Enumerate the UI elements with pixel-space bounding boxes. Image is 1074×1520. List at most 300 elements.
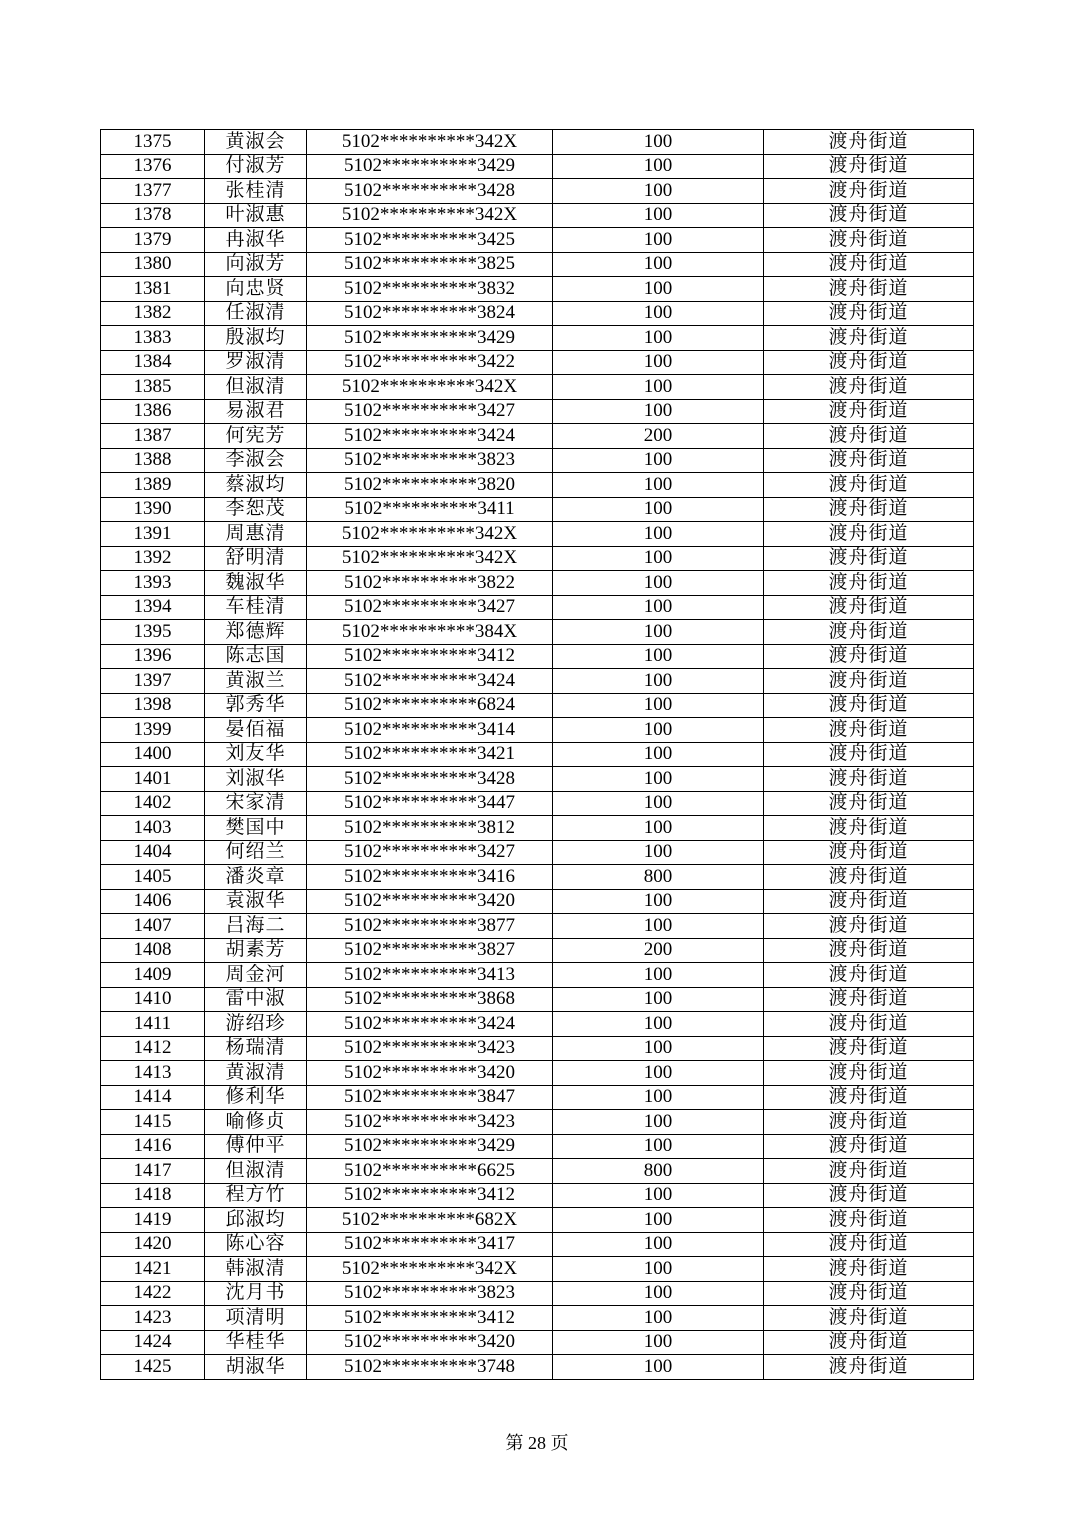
table-row: [101, 791, 974, 816]
cell-name: 但淑清: [205, 375, 307, 400]
cell-index: 1379: [101, 228, 205, 253]
cell-street: 渡舟街道: [764, 473, 974, 498]
cell-amount: 100: [553, 644, 764, 669]
table-row: [101, 620, 974, 645]
cell-amount: 100: [553, 1355, 764, 1380]
cell-id-number: 5102**********3412: [307, 644, 553, 669]
cell-name: 但淑清: [205, 1159, 307, 1184]
cell-name: 何绍兰: [205, 840, 307, 865]
cell-index: 1401: [101, 767, 205, 792]
cell-amount: 100: [553, 179, 764, 204]
cell-index: 1417: [101, 1159, 205, 1184]
cell-id-number: 5102**********342X: [307, 375, 553, 400]
table-row: [101, 595, 974, 620]
cell-index: 1382: [101, 301, 205, 326]
cell-index: 1392: [101, 546, 205, 571]
cell-amount: 100: [553, 448, 764, 473]
cell-name: 黄淑会: [205, 130, 307, 155]
cell-amount: 800: [553, 1159, 764, 1184]
cell-name: 黄淑清: [205, 1061, 307, 1086]
table-row: [101, 1281, 974, 1306]
cell-id-number: 5102**********3416: [307, 865, 553, 890]
cell-name: 游绍珍: [205, 1012, 307, 1037]
cell-id-number: 5102**********384X: [307, 620, 553, 645]
table-row: [101, 154, 974, 179]
cell-index: 1398: [101, 693, 205, 718]
cell-index: 1421: [101, 1257, 205, 1282]
table-row: [101, 669, 974, 694]
cell-name: 郑德辉: [205, 620, 307, 645]
cell-amount: 100: [553, 889, 764, 914]
table-row: [101, 277, 974, 302]
cell-id-number: 5102**********3825: [307, 252, 553, 277]
cell-index: 1411: [101, 1012, 205, 1037]
table-row: [101, 301, 974, 326]
table-row: [101, 179, 974, 204]
table-row: [101, 1183, 974, 1208]
cell-name: 宋家清: [205, 791, 307, 816]
cell-name: 傅仲平: [205, 1134, 307, 1159]
cell-amount: 100: [553, 1257, 764, 1282]
cell-id-number: 5102**********3427: [307, 840, 553, 865]
cell-street: 渡舟街道: [764, 1061, 974, 1086]
cell-amount: 100: [553, 546, 764, 571]
cell-street: 渡舟街道: [764, 1110, 974, 1135]
cell-name: 雷中淑: [205, 987, 307, 1012]
cell-name: 陈志国: [205, 644, 307, 669]
cell-amount: 100: [553, 595, 764, 620]
cell-amount: 100: [553, 1306, 764, 1331]
cell-name: 张桂清: [205, 179, 307, 204]
cell-id-number: 5102**********342X: [307, 203, 553, 228]
table-row: [101, 693, 974, 718]
cell-street: 渡舟街道: [764, 718, 974, 743]
cell-amount: 100: [553, 987, 764, 1012]
cell-name: 罗淑清: [205, 350, 307, 375]
table-row: [101, 742, 974, 767]
table-row: [101, 1208, 974, 1233]
cell-street: 渡舟街道: [764, 595, 974, 620]
cell-street: 渡舟街道: [764, 1208, 974, 1233]
cell-street: 渡舟街道: [764, 448, 974, 473]
cell-amount: 100: [553, 1281, 764, 1306]
cell-index: 1393: [101, 571, 205, 596]
cell-name: 冉淑华: [205, 228, 307, 253]
table-row: [101, 424, 974, 449]
cell-id-number: 5102**********3427: [307, 399, 553, 424]
cell-index: 1377: [101, 179, 205, 204]
cell-amount: 100: [553, 767, 764, 792]
cell-index: 1403: [101, 816, 205, 841]
cell-index: 1402: [101, 791, 205, 816]
table-row: [101, 203, 974, 228]
table-row: [101, 1036, 974, 1061]
cell-name: 舒明清: [205, 546, 307, 571]
cell-id-number: 5102**********3412: [307, 1183, 553, 1208]
cell-name: 李恕茂: [205, 497, 307, 522]
table-row: [101, 1061, 974, 1086]
subsidy-table: [100, 129, 974, 1380]
cell-index: 1419: [101, 1208, 205, 1233]
cell-amount: 100: [553, 277, 764, 302]
cell-name: 杨瑞清: [205, 1036, 307, 1061]
cell-street: 渡舟街道: [764, 669, 974, 694]
cell-street: 渡舟街道: [764, 816, 974, 841]
cell-id-number: 5102**********342X: [307, 546, 553, 571]
cell-street: 渡舟街道: [764, 1257, 974, 1282]
cell-amount: 100: [553, 1110, 764, 1135]
cell-id-number: 5102**********3420: [307, 889, 553, 914]
cell-amount: 100: [553, 154, 764, 179]
table-row: [101, 1159, 974, 1184]
cell-amount: 800: [553, 865, 764, 890]
cell-index: 1395: [101, 620, 205, 645]
cell-id-number: 5102**********3424: [307, 424, 553, 449]
cell-amount: 100: [553, 130, 764, 155]
cell-street: 渡舟街道: [764, 987, 974, 1012]
table-row: [101, 448, 974, 473]
table-row: [101, 938, 974, 963]
cell-amount: 100: [553, 1061, 764, 1086]
cell-index: 1404: [101, 840, 205, 865]
cell-street: 渡舟街道: [764, 938, 974, 963]
cell-name: 蔡淑均: [205, 473, 307, 498]
cell-index: 1414: [101, 1085, 205, 1110]
cell-name: 付淑芳: [205, 154, 307, 179]
cell-name: 魏淑华: [205, 571, 307, 596]
cell-name: 刘友华: [205, 742, 307, 767]
cell-amount: 100: [553, 1085, 764, 1110]
cell-amount: 100: [553, 1183, 764, 1208]
cell-amount: 100: [553, 840, 764, 865]
cell-id-number: 5102**********3847: [307, 1085, 553, 1110]
cell-street: 渡舟街道: [764, 301, 974, 326]
cell-index: 1384: [101, 350, 205, 375]
cell-street: 渡舟街道: [764, 1232, 974, 1257]
cell-amount: 100: [553, 301, 764, 326]
cell-name: 黄淑兰: [205, 669, 307, 694]
cell-id-number: 5102**********3421: [307, 742, 553, 767]
table-row: [101, 1330, 974, 1355]
cell-id-number: 5102**********3868: [307, 987, 553, 1012]
table-row: [101, 546, 974, 571]
cell-amount: 100: [553, 252, 764, 277]
cell-amount: 100: [553, 669, 764, 694]
table-row: [101, 375, 974, 400]
table-row: [101, 889, 974, 914]
cell-id-number: 5102**********6824: [307, 693, 553, 718]
cell-name: 喻修贞: [205, 1110, 307, 1135]
cell-id-number: 5102**********3812: [307, 816, 553, 841]
cell-index: 1407: [101, 914, 205, 939]
cell-street: 渡舟街道: [764, 767, 974, 792]
table-body: [101, 130, 974, 1380]
table-row: [101, 987, 974, 1012]
cell-street: 渡舟街道: [764, 1012, 974, 1037]
cell-id-number: 5102**********3424: [307, 1012, 553, 1037]
cell-index: 1406: [101, 889, 205, 914]
cell-name: 何宪芳: [205, 424, 307, 449]
cell-name: 易淑君: [205, 399, 307, 424]
cell-id-number: 5102**********3425: [307, 228, 553, 253]
cell-index: 1389: [101, 473, 205, 498]
cell-id-number: 5102**********3429: [307, 1134, 553, 1159]
cell-street: 渡舟街道: [764, 1036, 974, 1061]
table-row: [101, 130, 974, 155]
table-row: [101, 473, 974, 498]
cell-street: 渡舟街道: [764, 840, 974, 865]
cell-amount: 200: [553, 938, 764, 963]
table-row: [101, 914, 974, 939]
cell-index: 1409: [101, 963, 205, 988]
cell-amount: 100: [553, 228, 764, 253]
table-row: [101, 644, 974, 669]
cell-id-number: 5102**********3422: [307, 350, 553, 375]
cell-name: 韩淑清: [205, 1257, 307, 1282]
table-row: [101, 1355, 974, 1380]
cell-street: 渡舟街道: [764, 914, 974, 939]
cell-id-number: 5102**********3412: [307, 1306, 553, 1331]
cell-street: 渡舟街道: [764, 497, 974, 522]
cell-index: 1405: [101, 865, 205, 890]
cell-index: 1380: [101, 252, 205, 277]
table-row: [101, 1134, 974, 1159]
cell-amount: 100: [553, 375, 764, 400]
cell-street: 渡舟街道: [764, 1159, 974, 1184]
cell-name: 潘炎章: [205, 865, 307, 890]
cell-amount: 100: [553, 326, 764, 351]
cell-id-number: 5102**********3823: [307, 448, 553, 473]
table-row: [101, 399, 974, 424]
table-row: [101, 1306, 974, 1331]
cell-index: 1394: [101, 595, 205, 620]
cell-index: 1397: [101, 669, 205, 694]
cell-street: 渡舟街道: [764, 1281, 974, 1306]
cell-index: 1378: [101, 203, 205, 228]
table-row: [101, 350, 974, 375]
cell-name: 晏佰福: [205, 718, 307, 743]
cell-street: 渡舟街道: [764, 1183, 974, 1208]
cell-index: 1422: [101, 1281, 205, 1306]
cell-amount: 100: [553, 1330, 764, 1355]
cell-index: 1381: [101, 277, 205, 302]
table-row: [101, 1110, 974, 1135]
cell-amount: 100: [553, 693, 764, 718]
cell-name: 陈心容: [205, 1232, 307, 1257]
cell-street: 渡舟街道: [764, 742, 974, 767]
cell-index: 1385: [101, 375, 205, 400]
cell-name: 修利华: [205, 1085, 307, 1110]
cell-street: 渡舟街道: [764, 277, 974, 302]
cell-amount: 100: [553, 522, 764, 547]
cell-id-number: 5102**********3414: [307, 718, 553, 743]
cell-name: 向忠贤: [205, 277, 307, 302]
cell-index: 1387: [101, 424, 205, 449]
cell-street: 渡舟街道: [764, 1355, 974, 1380]
cell-amount: 100: [553, 497, 764, 522]
cell-street: 渡舟街道: [764, 571, 974, 596]
cell-street: 渡舟街道: [764, 1085, 974, 1110]
cell-amount: 100: [553, 1232, 764, 1257]
cell-id-number: 5102**********3428: [307, 179, 553, 204]
cell-index: 1423: [101, 1306, 205, 1331]
cell-name: 周惠清: [205, 522, 307, 547]
cell-index: 1375: [101, 130, 205, 155]
cell-index: 1388: [101, 448, 205, 473]
cell-street: 渡舟街道: [764, 375, 974, 400]
cell-name: 任淑清: [205, 301, 307, 326]
cell-street: 渡舟街道: [764, 252, 974, 277]
cell-name: 胡素芳: [205, 938, 307, 963]
cell-amount: 100: [553, 1036, 764, 1061]
cell-street: 渡舟街道: [764, 326, 974, 351]
cell-street: 渡舟街道: [764, 203, 974, 228]
cell-street: 渡舟街道: [764, 620, 974, 645]
cell-index: 1408: [101, 938, 205, 963]
cell-name: 华桂华: [205, 1330, 307, 1355]
cell-id-number: 5102**********682X: [307, 1208, 553, 1233]
cell-id-number: 5102**********3411: [307, 497, 553, 522]
cell-id-number: 5102**********3429: [307, 326, 553, 351]
cell-street: 渡舟街道: [764, 228, 974, 253]
cell-name: 沈月书: [205, 1281, 307, 1306]
table-row: [101, 1085, 974, 1110]
cell-index: 1410: [101, 987, 205, 1012]
cell-amount: 100: [553, 1208, 764, 1233]
cell-amount: 100: [553, 620, 764, 645]
cell-street: 渡舟街道: [764, 1330, 974, 1355]
cell-index: 1420: [101, 1232, 205, 1257]
cell-street: 渡舟街道: [764, 350, 974, 375]
cell-id-number: 5102**********342X: [307, 1257, 553, 1282]
cell-id-number: 5102**********3832: [307, 277, 553, 302]
cell-id-number: 5102**********3824: [307, 301, 553, 326]
table-row: [101, 718, 974, 743]
cell-name: 项清明: [205, 1306, 307, 1331]
cell-id-number: 5102**********3417: [307, 1232, 553, 1257]
cell-name: 邱淑均: [205, 1208, 307, 1233]
table-row: [101, 326, 974, 351]
cell-id-number: 5102**********3427: [307, 595, 553, 620]
cell-street: 渡舟街道: [764, 644, 974, 669]
cell-index: 1376: [101, 154, 205, 179]
cell-street: 渡舟街道: [764, 963, 974, 988]
cell-index: 1412: [101, 1036, 205, 1061]
cell-street: 渡舟街道: [764, 889, 974, 914]
cell-id-number: 5102**********3413: [307, 963, 553, 988]
cell-name: 周金河: [205, 963, 307, 988]
cell-name: 程方竹: [205, 1183, 307, 1208]
table-row: [101, 816, 974, 841]
cell-id-number: 5102**********3428: [307, 767, 553, 792]
cell-street: 渡舟街道: [764, 1134, 974, 1159]
cell-index: 1400: [101, 742, 205, 767]
cell-amount: 100: [553, 203, 764, 228]
cell-name: 殷淑均: [205, 326, 307, 351]
cell-name: 刘淑华: [205, 767, 307, 792]
page-number: 第 28 页: [505, 1433, 569, 1453]
table-row: [101, 840, 974, 865]
cell-name: 叶淑惠: [205, 203, 307, 228]
table-row: [101, 767, 974, 792]
cell-amount: 200: [553, 424, 764, 449]
cell-amount: 100: [553, 350, 764, 375]
cell-street: 渡舟街道: [764, 1306, 974, 1331]
cell-id-number: 5102**********3822: [307, 571, 553, 596]
cell-id-number: 5102**********3877: [307, 914, 553, 939]
cell-name: 樊国中: [205, 816, 307, 841]
cell-index: 1418: [101, 1183, 205, 1208]
cell-amount: 100: [553, 1012, 764, 1037]
cell-amount: 100: [553, 399, 764, 424]
cell-street: 渡舟街道: [764, 546, 974, 571]
cell-street: 渡舟街道: [764, 693, 974, 718]
cell-id-number: 5102**********3423: [307, 1110, 553, 1135]
cell-name: 郭秀华: [205, 693, 307, 718]
cell-index: 1416: [101, 1134, 205, 1159]
table-row: [101, 1232, 974, 1257]
cell-amount: 100: [553, 791, 764, 816]
cell-index: 1413: [101, 1061, 205, 1086]
table-row: [101, 1012, 974, 1037]
cell-index: 1399: [101, 718, 205, 743]
cell-amount: 100: [553, 571, 764, 596]
cell-index: 1386: [101, 399, 205, 424]
table-row: [101, 571, 974, 596]
cell-id-number: 5102**********3423: [307, 1036, 553, 1061]
table-row: [101, 497, 974, 522]
cell-name: 袁淑华: [205, 889, 307, 914]
cell-id-number: 5102**********342X: [307, 522, 553, 547]
cell-amount: 100: [553, 816, 764, 841]
cell-id-number: 5102**********3429: [307, 154, 553, 179]
cell-index: 1391: [101, 522, 205, 547]
cell-index: 1396: [101, 644, 205, 669]
cell-street: 渡舟街道: [764, 130, 974, 155]
cell-amount: 100: [553, 1134, 764, 1159]
cell-street: 渡舟街道: [764, 865, 974, 890]
cell-street: 渡舟街道: [764, 424, 974, 449]
cell-name: 胡淑华: [205, 1355, 307, 1380]
cell-amount: 100: [553, 963, 764, 988]
table-row: [101, 522, 974, 547]
cell-id-number: 5102**********3748: [307, 1355, 553, 1380]
cell-id-number: 5102**********3424: [307, 669, 553, 694]
cell-street: 渡舟街道: [764, 522, 974, 547]
table-row: [101, 865, 974, 890]
cell-street: 渡舟街道: [764, 791, 974, 816]
cell-name: 车桂清: [205, 595, 307, 620]
cell-amount: 100: [553, 742, 764, 767]
table-row: [101, 252, 974, 277]
cell-id-number: 5102**********3420: [307, 1061, 553, 1086]
cell-id-number: 5102**********3447: [307, 791, 553, 816]
cell-amount: 100: [553, 914, 764, 939]
cell-index: 1424: [101, 1330, 205, 1355]
table-row: [101, 963, 974, 988]
cell-street: 渡舟街道: [764, 399, 974, 424]
cell-amount: 100: [553, 473, 764, 498]
cell-street: 渡舟街道: [764, 154, 974, 179]
table-row: [101, 228, 974, 253]
cell-amount: 100: [553, 718, 764, 743]
cell-id-number: 5102**********3823: [307, 1281, 553, 1306]
cell-name: 吕海二: [205, 914, 307, 939]
cell-id-number: 5102**********6625: [307, 1159, 553, 1184]
cell-id-number: 5102**********3827: [307, 938, 553, 963]
cell-id-number: 5102**********3420: [307, 1330, 553, 1355]
cell-index: 1383: [101, 326, 205, 351]
